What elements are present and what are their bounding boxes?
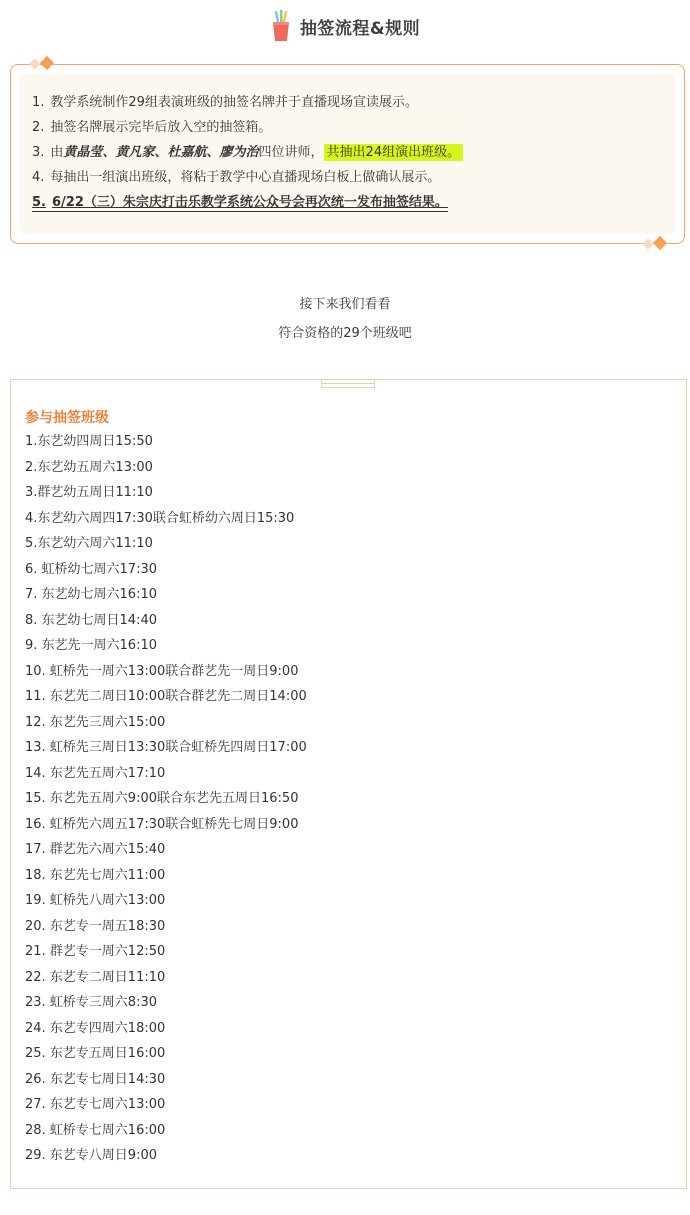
lecturer-name: 黄凡家 bbox=[115, 145, 155, 160]
rules-list bbox=[32, 90, 463, 215]
class-list-item: 23. 虹桥专三周六8:30 bbox=[25, 995, 157, 1010]
page-header bbox=[0, 6, 690, 46]
class-list-item: 21. 群艺专一周六12:50 bbox=[25, 944, 166, 959]
class-list-item: 12. 东艺先三周六15:00 bbox=[25, 714, 166, 730]
intro-line-2: 符合资格的29个班级吧 bbox=[278, 326, 412, 341]
class-list-item: 29. 东艺专八周日9:00 bbox=[25, 1148, 157, 1163]
class-list-item: 4.东艺幼六周四17:30联合虹桥幼六周日15:30 bbox=[25, 510, 295, 526]
tab-decoration bbox=[321, 379, 375, 388]
rule-item bbox=[32, 90, 463, 115]
class-list-item: 19. 虹桥先八周六13:00 bbox=[25, 893, 166, 908]
class-list-item: 8. 东艺幼七周日14:40 bbox=[25, 612, 157, 628]
rule-item bbox=[32, 140, 463, 165]
rule-item bbox=[32, 190, 463, 215]
rule-item bbox=[32, 165, 463, 190]
name-separator: 、 bbox=[206, 145, 220, 160]
rule-number: 2. bbox=[32, 120, 45, 135]
rule-text: 6/22（三）朱宗庆打击乐教学系统公众号会再次统一发布抽签结果。 bbox=[51, 195, 448, 210]
lecturer-name: 黄晶莹 bbox=[63, 145, 103, 160]
class-list-item: 6. 虹桥幼七周六17:30 bbox=[25, 561, 157, 577]
lecturer-name: 廖为治 bbox=[219, 145, 259, 160]
highlighted-text: 共抽出24组演出班级。 bbox=[324, 144, 464, 161]
rule-text: 抽签名牌展示完毕后放入空的抽签箱。 bbox=[50, 120, 272, 135]
class-list-item: 26. 东艺专七周日14:30 bbox=[25, 1071, 166, 1087]
rule-text: 四位讲师， bbox=[258, 145, 324, 160]
class-list-item: 2.东艺幼五周六13:00 bbox=[25, 459, 153, 475]
rules-box bbox=[10, 64, 685, 244]
class-list-item: 11. 东艺先二周日10:00联合群艺先二周日14:00 bbox=[25, 689, 307, 704]
class-list-item: 18. 东艺先七周六11:00 bbox=[25, 867, 166, 883]
name-separator: 、 bbox=[102, 145, 116, 160]
class-list-item: 7. 东艺幼七周六16:10 bbox=[25, 587, 157, 602]
class-list-item: 28. 虹桥专七周六16:00 bbox=[25, 1122, 166, 1138]
class-list bbox=[25, 429, 307, 1169]
section-title: 参与抽签班级 bbox=[25, 410, 109, 426]
announcement-text bbox=[32, 195, 448, 212]
rule-number: 3. bbox=[32, 145, 45, 160]
class-list-item: 10. 虹桥先一周六13:00联合群艺先一周日9:00 bbox=[25, 663, 299, 679]
class-list-item: 1.东艺幼四周日15:50 bbox=[25, 434, 153, 449]
pencil-cup-icon bbox=[270, 10, 292, 42]
class-list-item: 24. 东艺专四周六18:00 bbox=[25, 1020, 166, 1036]
rule-text: 由 bbox=[50, 145, 64, 160]
classes-box bbox=[10, 379, 687, 1189]
class-list-item: 22. 东艺专二周日11:10 bbox=[25, 969, 166, 985]
lecturer-name: 杜嘉航 bbox=[167, 145, 207, 160]
class-list-item: 9. 东艺先一周六16:10 bbox=[25, 638, 157, 653]
class-list-item: 14. 东艺先五周六17:10 bbox=[25, 765, 166, 781]
class-list-item: 20. 东艺专一周五18:30 bbox=[25, 918, 166, 934]
rule-number: 1. bbox=[32, 95, 45, 110]
rule-number: 5. bbox=[32, 195, 46, 210]
class-list-item: 17. 群艺先六周六15:40 bbox=[25, 842, 166, 857]
rule-text: 教学系统制作29组表演班级的抽签名牌并于直播现场宣读展示。 bbox=[50, 95, 418, 110]
class-list-item: 27. 东艺专七周六13:00 bbox=[25, 1097, 166, 1112]
rule-number: 4. bbox=[32, 170, 45, 185]
class-list-item: 15. 东艺先五周六9:00联合东艺先五周日16:50 bbox=[25, 791, 299, 806]
class-list-item: 16. 虹桥先六周五17:30联合虹桥先七周日9:00 bbox=[25, 816, 299, 832]
rule-text: 每抽出一组演出班级，将粘于教学中心直播现场白板上做确认展示。 bbox=[50, 170, 441, 185]
class-list-item: 25. 东艺专五周日16:00 bbox=[25, 1046, 166, 1061]
class-list-item: 13. 虹桥先三周日13:30联合虹桥先四周日17:00 bbox=[25, 740, 307, 755]
class-list-item: 3.群艺幼五周日11:10 bbox=[25, 485, 153, 500]
name-separator: 、 bbox=[154, 145, 168, 160]
rule-item bbox=[32, 115, 463, 140]
intro-line-1: 接下来我们看看 bbox=[299, 297, 391, 312]
page-title: 抽签流程&规则 bbox=[299, 18, 421, 39]
class-list-item: 5.东艺幼六周六11:10 bbox=[25, 536, 153, 551]
